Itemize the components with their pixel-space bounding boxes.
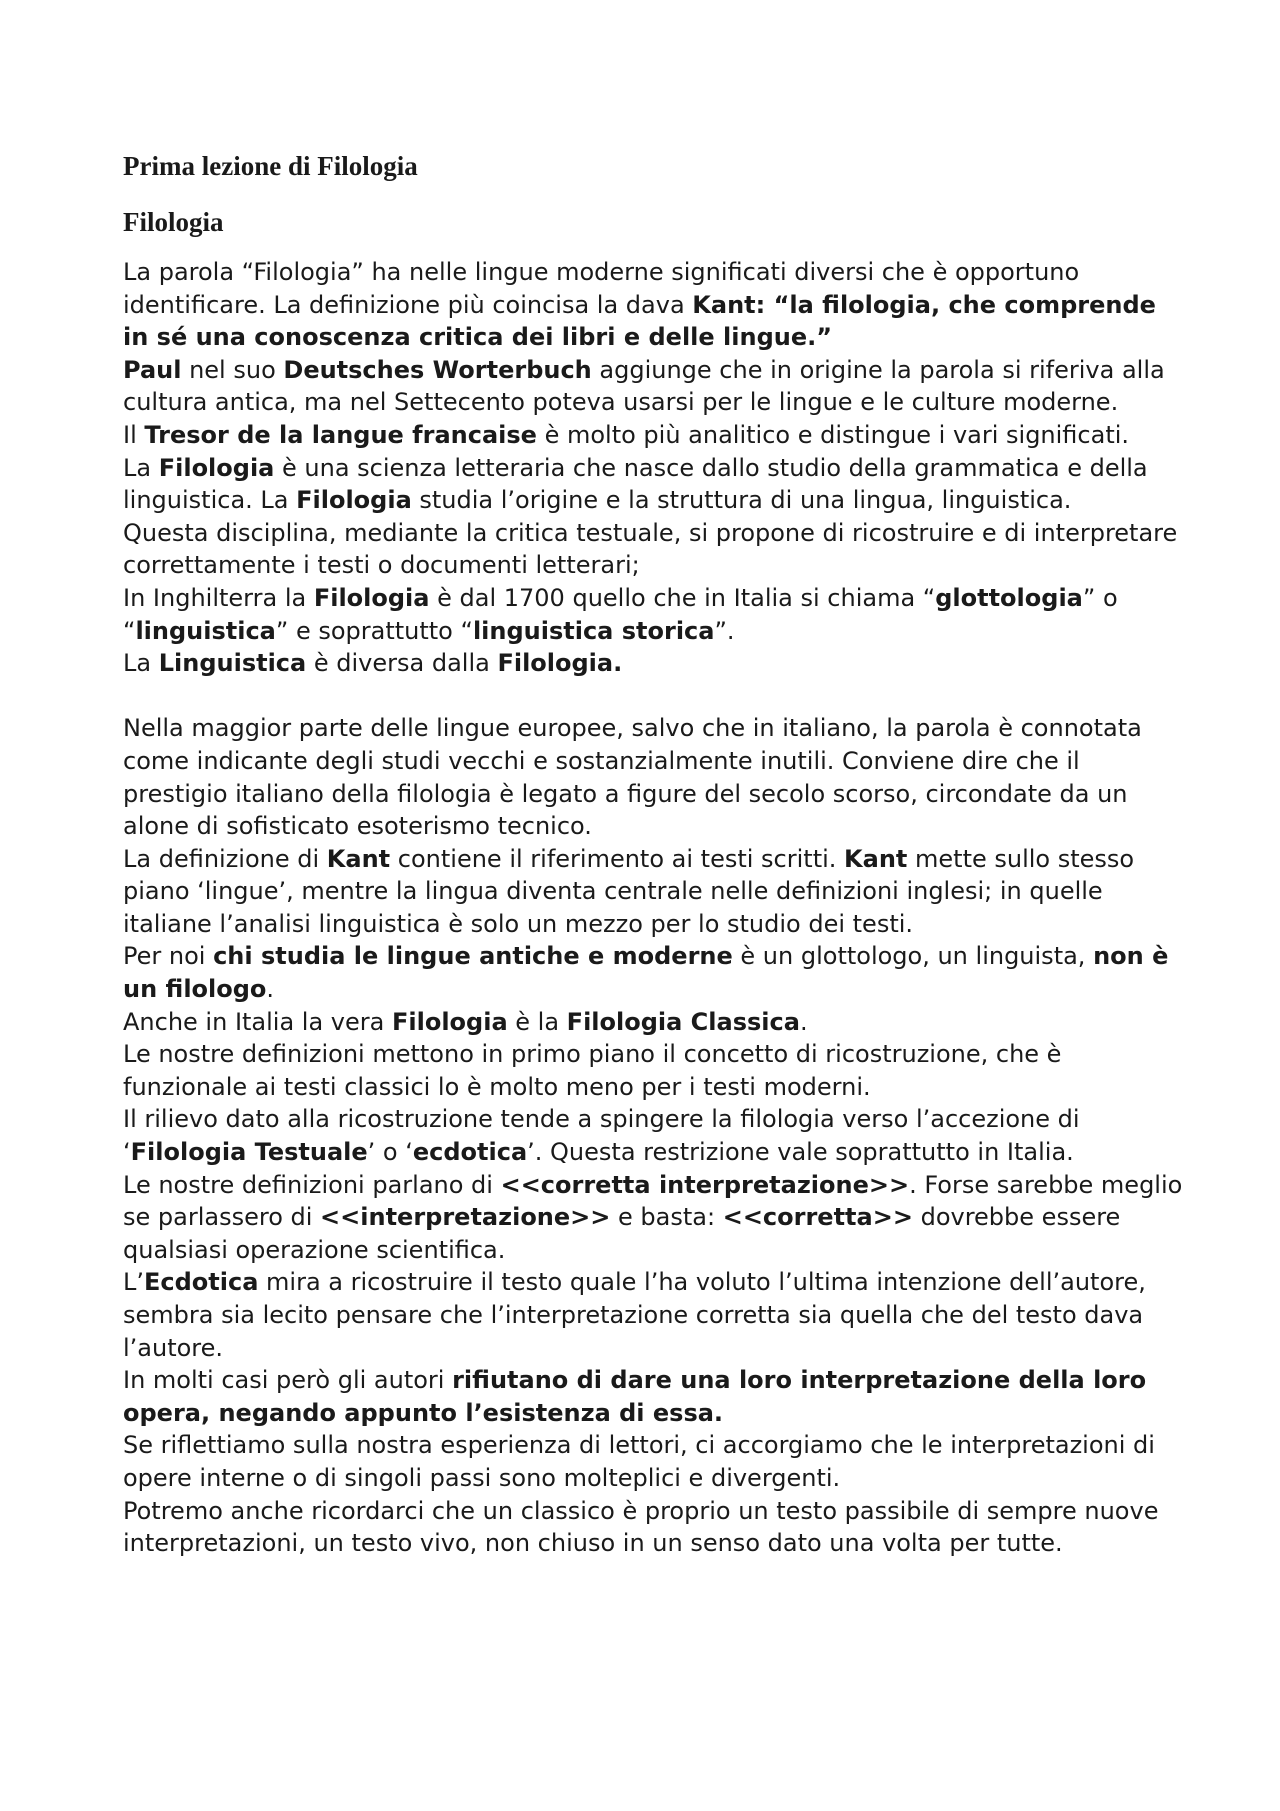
paragraph-emphasis: glottologia — [935, 583, 1083, 612]
paragraph-emphasis: Filologia — [313, 583, 430, 612]
paragraph — [123, 256, 1188, 354]
paragraph — [123, 1006, 1188, 1039]
paragraph-emphasis: Ecdotica — [144, 1268, 259, 1297]
paragraph-text: . Forse sarebbe meglio se parlassero di — [123, 1170, 1183, 1232]
section-heading: Filologia — [123, 207, 224, 237]
paragraph-emphasis: Deutsches Worterbuch — [283, 355, 592, 384]
paragraph-text: è una scienza letteraria che nasce dallo studio della grammatica e della linguistica. La — [123, 453, 1148, 515]
paragraph-text: ” o “ — [123, 583, 1118, 645]
paragraph-emphasis: Filologia. — [497, 649, 623, 678]
paragraph — [123, 647, 1188, 680]
paragraph-emphasis: Kant — [326, 844, 391, 873]
paragraph-text: è molto più analitico e distingue i vari significati. — [536, 420, 1130, 449]
paragraph-text: contiene il riferimento ai testi scritti. — [390, 844, 845, 873]
paragraph-text: Nella maggior parte delle lingue europee, salvo che in italiano, la parola è connotata come indicante degli studi vecchi e sostanzialmente inutili. Conviene dire che il prestigio italiano della filologia è legato a figure del secolo scorso, circondate da un alone di sofisticato esoterismo tecnico. — [123, 714, 1142, 841]
paragraph-text: In Inghilterra la — [123, 583, 314, 612]
paragraph-text: ’ o ‘ — [367, 1138, 413, 1167]
paragraph-emphasis: chi studia le lingue antiche e moderne — [213, 942, 733, 971]
paragraph — [123, 712, 1188, 842]
paragraph — [123, 452, 1188, 517]
paragraph — [123, 1169, 1188, 1267]
paragraph-emphasis: Filologia — [296, 486, 412, 515]
paragraph — [123, 1429, 1188, 1494]
paragraph-text: studia l’origine e la struttura di una lingua, linguistica. — [411, 486, 1072, 515]
paragraph — [123, 940, 1188, 1005]
paragraph-emphasis: Linguistica — [158, 649, 307, 678]
paragraph-emphasis: Filologia — [391, 1007, 508, 1036]
paragraph-text: Se riflettiamo sulla nostra esperienza di lettori, ci accorgiamo che le interpretazioni di opere interne o di singoli passi sono molteplici e divergenti. — [123, 1431, 1155, 1492]
paragraph — [123, 1038, 1188, 1103]
paragraph-text: In molti casi però gli autori — [123, 1366, 453, 1395]
paragraph-text: mira a ricostruire il testo quale l’ha voluto l’ultima intenzione dell’autore, sembra sia lecito pensare che l’interpretazione corretta sia quella che del testo dava l’autore. — [123, 1268, 1146, 1362]
paragraph-text: aggiunge che in origine la parola si riferiva alla cultura antica, ma nel Settecento poteva usarsi per le lingue e le culture moderne. — [123, 355, 1165, 417]
paragraph-text: ” e soprattutto “ — [275, 616, 473, 645]
paragraph-text: Per noi — [123, 942, 214, 971]
paragraph-emphasis: <<interpretazione>> — [320, 1203, 611, 1232]
paragraph-text: è la — [507, 1007, 567, 1036]
paragraph-text: Le nostre definizioni parlano di — [123, 1170, 501, 1199]
paragraph-text: Potremo anche ricordarci che un classico è proprio un testo passibile di sempre nuove interpretazioni, un testo vivo, non chiuso in un senso dato una volta per tutte. — [123, 1496, 1159, 1558]
paragraph — [123, 1495, 1188, 1560]
paragraph-emphasis: Filologia Testuale — [130, 1138, 368, 1167]
paragraph-text: Questa disciplina, mediante la critica testuale, si propone di ricostruire e di interpretare correttamente i testi o documenti letterari; — [123, 518, 1178, 580]
paragraph-text: . — [266, 975, 275, 1004]
paragraph-text: nel suo — [181, 355, 284, 384]
paragraph-emphasis: Filologia — [158, 453, 275, 482]
paragraph-text: e basta: — [610, 1203, 723, 1232]
paragraph-text: Anche in Italia la vera — [123, 1007, 392, 1036]
paragraph-text: L’ — [123, 1268, 144, 1297]
paragraph — [123, 582, 1188, 647]
document-title: Prima lezione di Filologia — [123, 151, 418, 181]
paragraph-text: Il — [123, 420, 145, 449]
paragraph-text: La — [123, 453, 159, 482]
paragraph-emphasis: Tresor de la langue francaise — [144, 420, 537, 449]
paragraph-text: La parola “Filologia” ha nelle lingue moderne significati diversi che è opportuno identificare. La definizione più coincisa la dava — [123, 258, 1080, 319]
paragraph-text: La — [123, 649, 159, 678]
paragraph — [123, 354, 1188, 419]
paragraph-text: dovrebbe essere qualsiasi operazione scientifica. — [123, 1203, 1121, 1264]
paragraph-emphasis: <<corretta interpretazione>> — [500, 1170, 910, 1199]
paragraph-emphasis: rifiutano di dare una loro interpretazione della loro opera, negando appunto l’esistenza di essa. — [123, 1366, 1147, 1427]
paragraph — [123, 843, 1188, 941]
paragraph-text: è un glottologo, un linguista, — [732, 942, 1094, 971]
paragraph-emphasis: <<corretta>> — [722, 1203, 913, 1232]
paragraph-text: . — [799, 1007, 808, 1036]
paragraph-emphasis: ecdotica — [412, 1138, 528, 1167]
paragraph — [123, 1364, 1188, 1429]
paragraph-text: La definizione di — [123, 844, 327, 873]
paragraph-text: è dal 1700 quello che in Italia si chiama “ — [429, 583, 936, 612]
paragraph-text: Le nostre definizioni mettono in primo piano il concetto di ricostruzione, che è funzionale ai testi classici lo è molto meno per i testi moderni. — [123, 1040, 1062, 1101]
paragraph-text: ”. — [714, 616, 735, 645]
paragraph-emphasis: non è un filologo — [123, 942, 1169, 1004]
paragraph-emphasis: Kant: “la filologia, che comprende in sé una conoscenza critica dei libri e delle lingue.” — [123, 290, 1156, 352]
paragraph — [123, 1103, 1188, 1168]
paragraph-emphasis: Filologia Classica — [566, 1007, 800, 1036]
paragraph-emphasis: linguistica storica — [472, 616, 715, 645]
paragraph-text: ’. Questa restrizione vale soprattutto in Italia. — [527, 1138, 1074, 1167]
paragraph-text: Il rilievo dato alla ricostruzione tende a spingere la filologia verso l’accezione di ‘ — [123, 1105, 1080, 1167]
paragraph-text: è diversa dalla — [306, 649, 498, 678]
paragraph — [123, 517, 1188, 582]
document-body — [123, 256, 1188, 1560]
document-page — [123, 150, 1188, 1560]
paragraph-emphasis: linguistica — [135, 616, 276, 645]
paragraph — [123, 419, 1188, 452]
paragraph-spacer — [123, 680, 1188, 713]
paragraph-text: mette sullo stesso piano ‘lingue’, mentre la lingua diventa centrale nelle definizioni inglesi; in quelle italiane l’analisi linguistica è solo un mezzo per lo studio dei testi. — [123, 844, 1135, 938]
paragraph-emphasis: Kant — [844, 844, 908, 873]
paragraph-emphasis: Paul — [123, 355, 182, 384]
paragraph — [123, 1266, 1188, 1364]
